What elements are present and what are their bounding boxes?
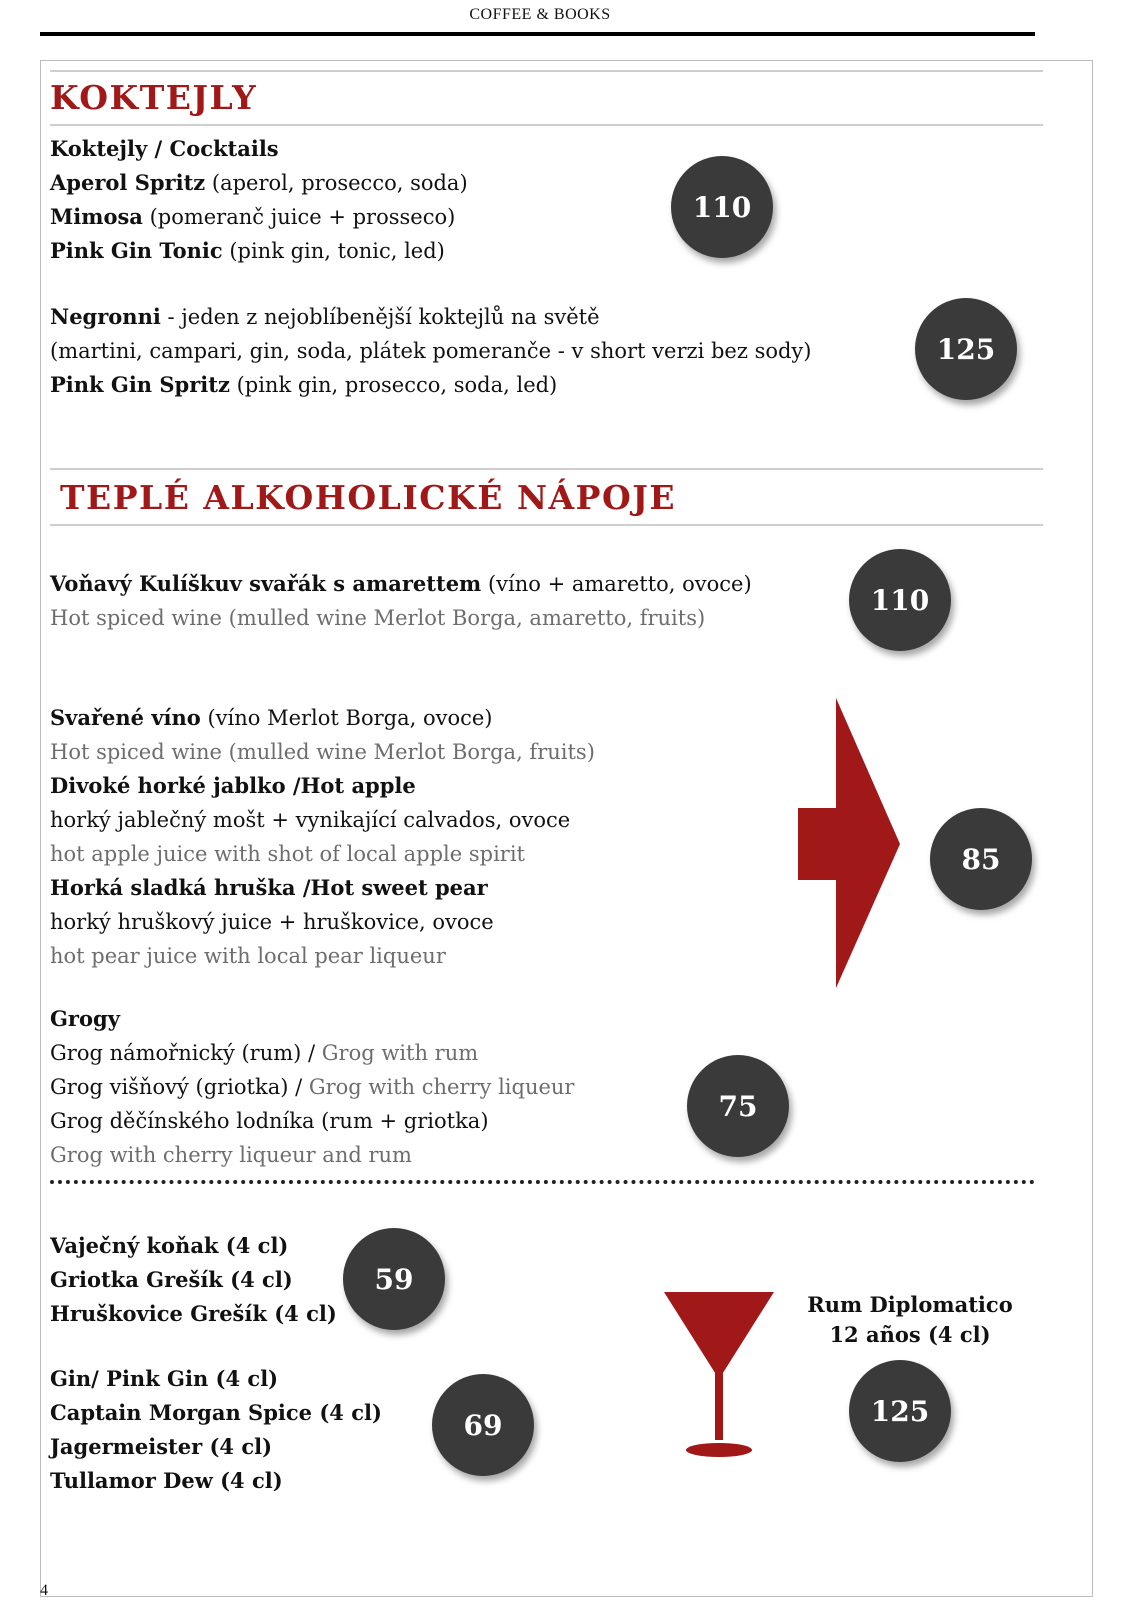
menu-item: Captain Morgan Spice (4 cl) <box>50 1400 382 1425</box>
price-badge: 85 <box>930 808 1032 910</box>
group-title: Koktejly / Cocktails <box>50 136 279 161</box>
menu-item-english: hot apple juice with shot of local apple spirit <box>50 842 525 866</box>
cocktails-group-2 <box>50 300 812 402</box>
rum-line-1: Rum Diplomatico <box>807 1292 1013 1317</box>
menu-item: Voňavý Kulíškuv svařák s amarettem (víno + amaretto, ovoce) <box>50 571 752 596</box>
page-number: 4 <box>40 1582 48 1599</box>
menu-item-english: Hot spiced wine (mulled wine Merlot Borga, fruits) <box>50 740 595 764</box>
price-badge: 59 <box>343 1228 445 1330</box>
section-heading-teple: TEPLÉ ALKOHOLICKÉ NÁPOJE <box>60 478 676 517</box>
menu-item: Grog děčínského lodníka (rum + griotka) <box>50 1109 489 1133</box>
martini-glass-icon <box>664 1292 776 1458</box>
grogy-group <box>50 1002 574 1172</box>
menu-item: Tullamor Dew (4 cl) <box>50 1468 283 1493</box>
menu-item-desc: (martini, campari, gin, soda, plátek pomeranče - v short verzi bez sody) <box>50 339 812 363</box>
rum-diplomatico-label <box>800 1290 1020 1350</box>
menu-item: Aperol Spritz (aperol, prosecco, soda) <box>50 170 468 195</box>
hot-drinks-group <box>50 701 595 973</box>
menu-item: Divoké horké jablko /Hot apple <box>50 773 416 798</box>
menu-item: Griotka Grešík (4 cl) <box>50 1267 293 1292</box>
divider <box>50 70 1043 72</box>
menu-item-english: Hot spiced wine (mulled wine Merlot Borga, amaretto, fruits) <box>50 606 706 630</box>
menu-item: Horká sladká hruška /Hot sweet pear <box>50 875 488 900</box>
divider <box>50 468 1043 470</box>
divider <box>50 124 1043 126</box>
menu-item: Svařené víno (víno Merlot Borga, ovoce) <box>50 705 493 730</box>
menu-item: Pink Gin Spritz (pink gin, prosecco, soda, led) <box>50 372 558 397</box>
section-heading-koktejly: KOKTEJLY <box>50 78 258 117</box>
menu-item-desc: horký jablečný mošt + vynikající calvados, ovoce <box>50 808 571 832</box>
dotted-separator <box>50 1180 1035 1184</box>
menu-item: Negronni - jeden z nejoblíbenější koktejlů na světě <box>50 304 600 329</box>
menu-item: Jagermeister (4 cl) <box>50 1434 273 1459</box>
menu-item-english: hot pear juice with local pear liqueur <box>50 944 446 968</box>
menu-item: Grog višňový (griotka) / Grog with cherry liqueur <box>50 1075 575 1099</box>
divider <box>50 524 1043 526</box>
cocktails-group-1 <box>50 132 468 268</box>
rum-line-2: 12 años (4 cl) <box>829 1322 991 1347</box>
price-badge: 75 <box>687 1055 789 1157</box>
arrow-right-icon <box>798 698 902 990</box>
price-badge: 110 <box>849 549 951 651</box>
menu-item-desc: horký hruškový juice + hruškovice, ovoce <box>50 910 494 934</box>
price-badge: 69 <box>432 1374 534 1476</box>
price-badge: 110 <box>671 156 773 258</box>
price-badge: 125 <box>915 298 1017 400</box>
group-title: Grogy <box>50 1006 120 1031</box>
menu-item: Mimosa (pomeranč juice + prosseco) <box>50 204 456 229</box>
price-badge: 125 <box>849 1360 951 1462</box>
menu-item: Grog námořnický (rum) / Grog with rum <box>50 1041 479 1065</box>
header-rule <box>40 32 1035 36</box>
shots-group-69 <box>50 1362 382 1498</box>
menu-item: Gin/ Pink Gin (4 cl) <box>50 1366 279 1391</box>
shots-group-59 <box>50 1229 337 1331</box>
menu-item-english: Grog with cherry liqueur and rum <box>50 1143 412 1167</box>
menu-item: Vaječný koňak (4 cl) <box>50 1233 289 1258</box>
menu-item: Pink Gin Tonic (pink gin, tonic, led) <box>50 238 445 263</box>
kuliskuv-item <box>50 567 752 635</box>
header-title: COFFEE & BOOKS <box>469 6 611 23</box>
menu-item: Hruškovice Grešík (4 cl) <box>50 1301 337 1326</box>
